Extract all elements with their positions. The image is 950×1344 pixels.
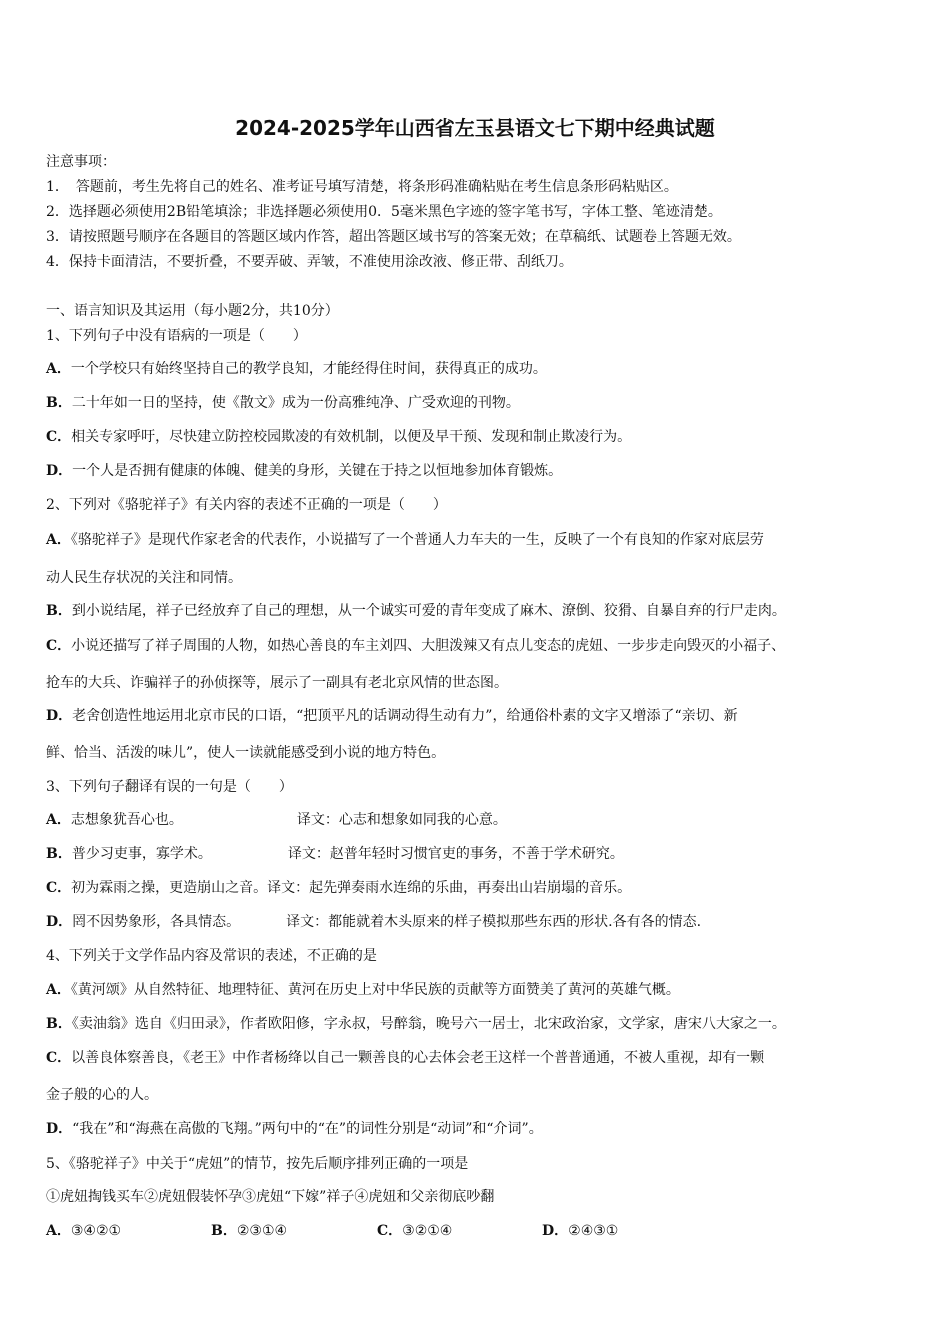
- option-text: 《黄河颂》从自然特征、地理特征、黄河在历史上对中华民族的贡献等方面赞美了黄河的英雄气概。: [70, 982, 680, 998]
- translation-text: 译文：赵普年轻时习惯官吏的事务，不善于学术研究。: [287, 846, 624, 862]
- question-3-option-a: [46, 810, 507, 830]
- question-3-stem: 3、下列句子翻译有误的一句是（ ）: [46, 779, 293, 795]
- question-3-option-c: [46, 878, 631, 898]
- option-text: 《骆驼祥子》是现代作家老舍的代表作，小说描写了一个普通人力车夫的一生，反映了一个有良知的作家对底层劳: [70, 532, 764, 548]
- option-label: D．: [46, 914, 73, 930]
- option-label: B．: [46, 603, 72, 619]
- question-4-stem: 4、下列关于文学作品内容及常识的表述，不正确的是: [46, 948, 377, 964]
- option-text: 志想象犹吾心也。: [70, 812, 183, 828]
- option-text: 初为霖雨之操，更造崩山之音。译文：起先弹奏雨水连绵的乐曲，再奏出山岩崩塌的音乐。: [71, 880, 632, 896]
- option-text: 二十年如一日的坚持，使《散文》成为一份高雅纯净、广受欢迎的刊物。: [71, 395, 520, 411]
- option-label: D．: [46, 463, 73, 479]
- question-4-option-a: [46, 980, 680, 1000]
- option-text: 一个学校只有始终坚持自己的教学良知，才能经得住时间，获得真正的成功。: [70, 361, 547, 377]
- option-text: 到小说结尾，祥子已经放弃了自己的理想，从一个诚实可爱的青年变成了麻木、潦倒、狡猾、自暴自弃的行尸走肉。: [71, 603, 786, 619]
- option-label: A．: [46, 361, 71, 377]
- question-3-option-b: [46, 844, 624, 864]
- option-text: 老舍创造性地运用北京市民的口语，“把顶平凡的话调动得生动有力”，给通俗朴素的文字又增添了“亲切、新: [72, 708, 738, 724]
- question-2-option-c: [46, 636, 785, 656]
- question-5-items: ①虎妞掏钱买车②虎妞假装怀孕③虎妞“下嫁”祥子④虎妞和父亲彻底吵翻: [46, 1189, 495, 1205]
- question-5-option-c: [377, 1221, 542, 1241]
- notice-item: 4．保持卡面清洁，不要折叠，不要弄破、弄皱，不准使用涂改液、修正带、刮纸刀。: [46, 254, 573, 270]
- option-label: A．: [46, 812, 71, 828]
- question-5-option-b: [211, 1221, 377, 1241]
- option-label: D．: [46, 708, 73, 724]
- question-2-option-d-continued: 鲜、恰当、活泼的味儿”，使人一读就能感受到小说的地方特色。: [46, 745, 446, 761]
- option-label: A．: [46, 1223, 71, 1239]
- question-5-options: [46, 1221, 618, 1241]
- notice-item: 1． 答题前，考生先将自己的姓名、准考证号填写清楚，将条形码准确粘贴在考生信息条形码粘贴区。: [46, 179, 678, 195]
- question-1-option-a: [46, 359, 547, 379]
- option-text: ③②①④: [402, 1223, 453, 1239]
- option-text: 相关专家呼吁，尽快建立防控校园欺凌的有效机制，以便及早干预、发现和制止欺凌行为。: [71, 429, 632, 445]
- question-4-option-c: [46, 1048, 764, 1068]
- question-2-option-a: [46, 530, 764, 550]
- option-label: D．: [542, 1223, 569, 1239]
- question-1-option-d: [46, 461, 562, 481]
- question-2-option-a-continued: 动人民生存状况的关注和同情。: [46, 570, 242, 586]
- option-text: 《卖油翁》选自《归田录》，作者欧阳修，字永叔，号醉翁，晚号六一居士，北宋政治家，文学家，唐宋八大家之一。: [71, 1016, 786, 1032]
- option-label: C．: [46, 880, 72, 896]
- notice-item: 2．选择题必须使用2B铅笔填涂；非选择题必须使用0．5毫米黑色字迹的签字笔书写，字体工整、笔迹清楚。: [46, 204, 722, 220]
- option-label: A．: [46, 532, 71, 548]
- question-4-option-b: [46, 1014, 786, 1034]
- option-text: 一个人是否拥有健康的体魄、健美的身形，关键在于持之以恒地参加体育锻炼。: [72, 463, 563, 479]
- section-heading: 一、语言知识及其运用（每小题2分，共10分）: [46, 303, 339, 319]
- question-4-option-c-continued: 金子般的心的人。: [46, 1087, 158, 1103]
- question-1-option-b: [46, 393, 520, 413]
- option-text: ②④③①: [568, 1223, 619, 1239]
- option-text: ②③①④: [236, 1223, 288, 1239]
- option-label: B．: [46, 846, 72, 862]
- notice-item: 3．请按照题号顺序在各题目的答题区域内作答，超出答题区域书写的答案无效；在草稿纸、试题卷上答题无效。: [46, 229, 741, 245]
- option-text: 以善良体察善良，《老王》中作者杨绛以自己一颗善良的心去体会老王这样一个普普通通，不被人重视，却有一颗: [71, 1050, 765, 1066]
- translation-text: 译文：都能就着木头原来的样子模拟那些东西的形状.各有各的情态.: [286, 914, 702, 930]
- option-text: 普少习吏事，寡学术。: [71, 846, 212, 862]
- page-title: 2024-2025学年山西省左玉县语文七下期中经典试题: [235, 116, 715, 140]
- option-label: D．: [46, 1121, 73, 1137]
- question-4-option-d: [46, 1119, 543, 1139]
- translation-text: 译文：心志和想象如同我的心意。: [296, 812, 507, 828]
- question-5-stem: 5、《骆驼祥子》中关于“虎妞”的情节，按先后顺序排列正确的一项是: [46, 1156, 469, 1172]
- option-label: C．: [46, 429, 72, 445]
- question-5-option-d: [542, 1223, 618, 1239]
- option-label: C．: [377, 1223, 403, 1239]
- option-text: 小说还描写了祥子周围的人物，如热心善良的车主刘四、大胆泼辣又有点儿变态的虎妞、一步步走向毁灭的小福子、: [71, 638, 786, 654]
- question-1-option-c: [46, 427, 631, 447]
- option-label: B．: [46, 395, 72, 411]
- question-2-option-b: [46, 601, 786, 621]
- option-label: C．: [46, 638, 72, 654]
- question-2-option-c-continued: 抢车的大兵、诈骗祥子的孙侦探等，展示了一副具有老北京风情的世态图。: [46, 675, 508, 691]
- option-label: C．: [46, 1050, 72, 1066]
- option-text: “我在”和“海燕在高傲的飞翔。”两句中的“在”的词性分别是“动词”和“介词”。: [72, 1121, 543, 1137]
- question-2-stem: 2、下列对《骆驼祥子》有关内容的表述不正确的一项是（ ）: [46, 497, 447, 513]
- option-label: B．: [46, 1016, 72, 1032]
- question-1-stem: 1、下列句子中没有语病的一项是（ ）: [46, 328, 307, 344]
- option-text: 罔不因势象形，各具情态。: [72, 914, 241, 930]
- question-3-option-d: [46, 912, 701, 932]
- option-label: A．: [46, 982, 71, 998]
- option-label: B．: [211, 1223, 237, 1239]
- option-text: ③④②①: [70, 1223, 122, 1239]
- question-5-option-a: [46, 1221, 211, 1241]
- question-2-option-d: [46, 706, 738, 726]
- notice-heading: 注意事项：: [46, 154, 116, 170]
